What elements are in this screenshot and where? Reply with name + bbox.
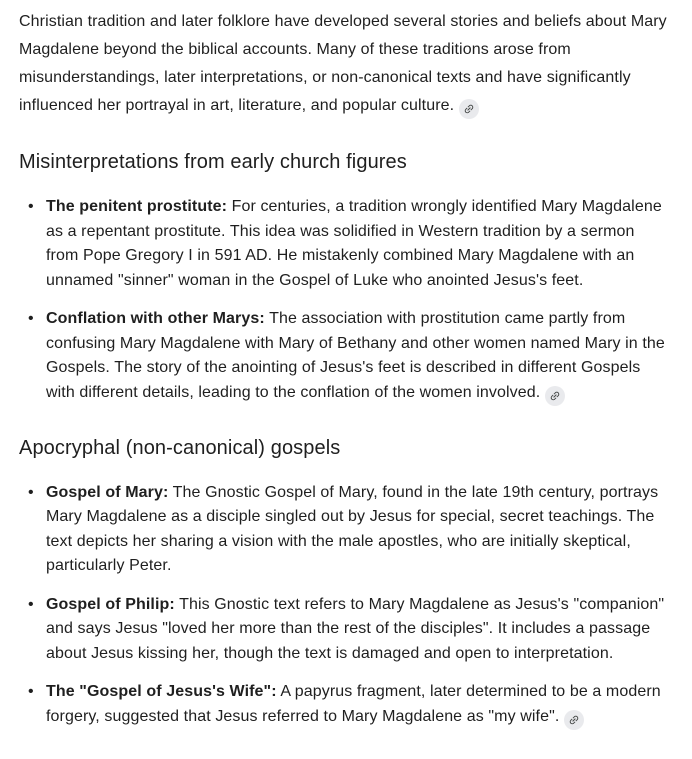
citation-link-chip[interactable] — [564, 710, 584, 730]
list-item-text: This Gnostic text refers to Mary Magdalene as Jesus's "companion" and says Jesus "loved her more than the rest of the disciples". It includes a passage about Jesus kissing her, though the text is damaged and open to interpretation. — [46, 595, 665, 662]
list-item — [19, 307, 668, 406]
misinterpretations-list — [19, 195, 668, 406]
list-item — [19, 195, 668, 293]
list-item-term: The "Gospel of Jesus's Wife": — [46, 683, 277, 700]
list-item-text: The association with prostitution came partly from confusing Mary Magdalene with Mary of Bethany and other women named Mary in the Gospels. The story of the anointing of Jesus's feet is described in different Gospels with different details, leading to the conflation of the women involved. — [46, 310, 665, 401]
response-content — [0, 8, 692, 730]
link-icon — [547, 387, 564, 404]
apocryphal-gospels-list — [19, 481, 668, 730]
list-item — [19, 680, 668, 730]
citation-link-chip[interactable] — [459, 99, 479, 119]
list-item-text: The Gnostic Gospel of Mary, found in the late 19th century, portrays Mary Magdalene as a disciple singled out by Jesus for special, secret teachings. The text depicts her sharing a vision with the male apostles, who are initially skeptical, particularly Peter. — [46, 483, 659, 574]
link-icon — [461, 101, 478, 118]
list-item-text: For centuries, a tradition wrongly identified Mary Magdalene as a repentant prostitute. This idea was solidified in Western tradition by a sermon from Pope Gregory I in 591 AD. He mistakenly combined Mary Magdalene with an unnamed "sinner" woman in the Gospel of Luke who anointed Jesus's feet. — [46, 198, 662, 289]
list-item — [19, 481, 668, 579]
intro-text: Christian tradition and later folklore have developed several stories and beliefs about Mary Magdalene beyond the biblical accounts. Many of these traditions arose from misunderstandings, later interpretations, or non-canonical texts and have significantly influenced her portrayal in art, literature, and popular culture. — [19, 13, 667, 114]
section-heading-apocryphal-gospels: Apocryphal (non-canonical) gospels — [19, 436, 341, 459]
intro-paragraph — [19, 8, 668, 120]
link-icon — [566, 711, 583, 728]
list-item-term: The penitent prostitute: — [46, 198, 228, 215]
list-item-term: Gospel of Philip: — [46, 595, 175, 613]
section-heading-misinterpretations: Misinterpretations from early church figures — [19, 151, 407, 173]
citation-link-chip[interactable] — [545, 386, 565, 406]
list-item-term: Gospel of Mary: — [46, 483, 169, 501]
list-item — [19, 593, 668, 667]
list-item-term: Conflation with other Marys: — [46, 310, 265, 327]
list-item-text: A papyrus fragment, later determined to be a modern forgery, suggested that Jesus referred to Mary Magdalene as "my wife". — [46, 683, 661, 725]
